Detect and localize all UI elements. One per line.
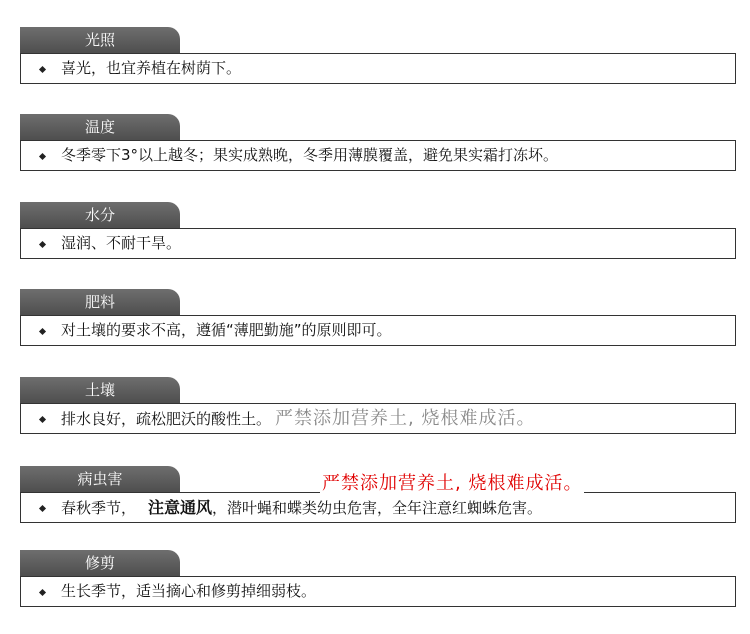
section-content-box [20, 53, 736, 84]
section-content-box [20, 228, 736, 259]
bullet-icon [39, 66, 46, 73]
section-soil [20, 377, 736, 437]
section-text [61, 492, 542, 523]
bullet-icon [39, 505, 46, 512]
bullet-icon [39, 589, 46, 596]
section-text-post: ，潜叶蝇和蝶类幼虫危害，全年注意红蜘蛛危害。 [212, 499, 543, 517]
section-content-box [20, 492, 736, 523]
bullet-icon [39, 153, 46, 160]
section-temperature [20, 114, 736, 174]
section-content-box [20, 140, 736, 171]
section-title-pests: 病虫害 [20, 466, 180, 493]
section-title-pruning: 修剪 [20, 550, 180, 577]
section-content-box [20, 315, 736, 346]
section-text: 湿润、不耐干旱。 [61, 234, 182, 252]
bullet-icon [39, 328, 46, 335]
section-title-light: 光照 [20, 27, 180, 54]
section-title-soil: 土壤 [20, 377, 180, 404]
section-title-temperature: 温度 [20, 114, 180, 141]
section-text [61, 403, 535, 434]
section-light [20, 27, 736, 87]
section-pests [20, 466, 736, 526]
section-text-main: 排水良好，疏松肥沃的酸性土。 [61, 410, 272, 428]
section-fertilizer [20, 289, 736, 349]
section-text: 喜光，也宜养植在树荫下。 [61, 59, 242, 77]
section-title-fertilizer: 肥料 [20, 289, 180, 316]
section-water [20, 202, 736, 262]
section-text: 对土壤的要求不高，遵循“薄肥勤施”的原则即可。 [61, 321, 392, 339]
bullet-icon [39, 416, 46, 423]
warning-note-gray: 严禁添加营养土, 烧根难成活。 [275, 408, 536, 429]
section-content-box [20, 576, 736, 607]
section-text-emphasis: 注意通风 [148, 498, 213, 517]
section-content-box [20, 403, 736, 434]
warning-note-red: 严禁添加营养土, 烧根难成活。 [320, 469, 584, 495]
section-text-pre: 春秋季节， [61, 499, 137, 517]
section-text: 生长季节，适当摘心和修剪掉细弱枝。 [61, 582, 317, 600]
bullet-icon [39, 241, 46, 248]
section-pruning [20, 550, 736, 610]
section-title-water: 水分 [20, 202, 180, 229]
section-text: 冬季零下3°以上越冬；果实成熟晚，冬季用薄膜覆盖，避免果实霜打冻坏。 [61, 146, 559, 164]
